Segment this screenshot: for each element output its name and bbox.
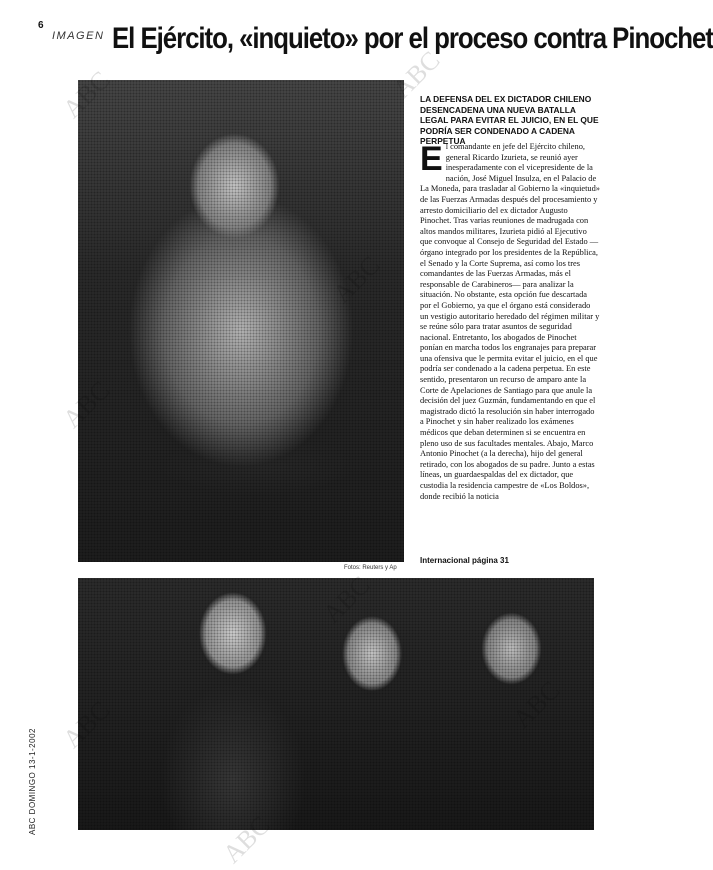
drop-cap: E	[420, 140, 443, 178]
photo-credit: Fotos: Reuters y Ap	[344, 565, 397, 571]
headline: El Ejército, «inquieto» por el proceso contra Pinochet	[112, 22, 713, 55]
article-body-text: l comandante en jefe del Ejército chileno, general Ricardo Izurieta, se reunió ayer inesperadamente con el vicepresidente de la nación, José Miguel Insulza, en el Palacio de La Moneda, para trasladar al Gobierno la «inquietud» de las Fuerzas Armadas después del procesamiento y arresto domiciliario del ex dictador Augusto Pinochet. Tras varias reuniones de madrugada con altos mandos militares, Izurieta pidió al Ejecutivo que convoque al Consejo de Seguridad del Estado —órgano integrado por los presidentes de la República, el Senado y la Corte Suprema, así como los tres comandantes de las Fuerzas Armadas, más el responsable de Carabineros— para analizar la situación. No obstante, esta opción fue descartada por el Gobierno, ya que el órgano está considerado un vestigio autoritario heredado del régimen militar y se reúne sólo para tratar asuntos de seguridad nacional. Entretanto, los abogados de Pinochet ponían en marcha todos los engranajes para preparar una ofensiva que le permita evitar el juicio, en el que podría ser condenado a la cadena perpetua. En este sentido, presentaron un recurso de amparo ante la Corte de Apelaciones de Santiago para que anule la decisión del juez Guzmán, fundamentando en que el magistrado dictó la resolución sin haber interrogado a Pinochet y sin haber realizado los exámenes médicos que deban determinen si se encuentra en pleno uso de sus facultades mentales. Abajo, Marco Antonio Pinochet (a la derecha), hijo del general retirado, con los abogados de su padre. Junto a estas líneas, un guardaespaldas del ex dictador, que custodia la residencia campestre de «Los Boldos», donde recibió la noticia	[420, 142, 600, 501]
photo-lawyers	[78, 578, 594, 830]
article-kicker: LA DEFENSA DEL EX DICTADOR CHILENO DESENCADENA UNA NUEVA BATALLA LEGAL PARA EVITAR EL JUICIO, EN EL QUE PODRÍA SER CONDENADO A CADENA PERPETUA	[420, 94, 599, 146]
page-number: 6	[38, 20, 44, 31]
watermark: ABC	[387, 45, 446, 104]
watermark: ABC	[217, 810, 276, 869]
section-label: IMAGEN	[52, 30, 105, 42]
photo-bodyguard	[78, 80, 404, 562]
article-body	[420, 142, 600, 562]
side-text: ABC DOMINGO 13-1-2002	[28, 728, 37, 835]
crossref-link[interactable]: Internacional página 31	[420, 556, 509, 565]
